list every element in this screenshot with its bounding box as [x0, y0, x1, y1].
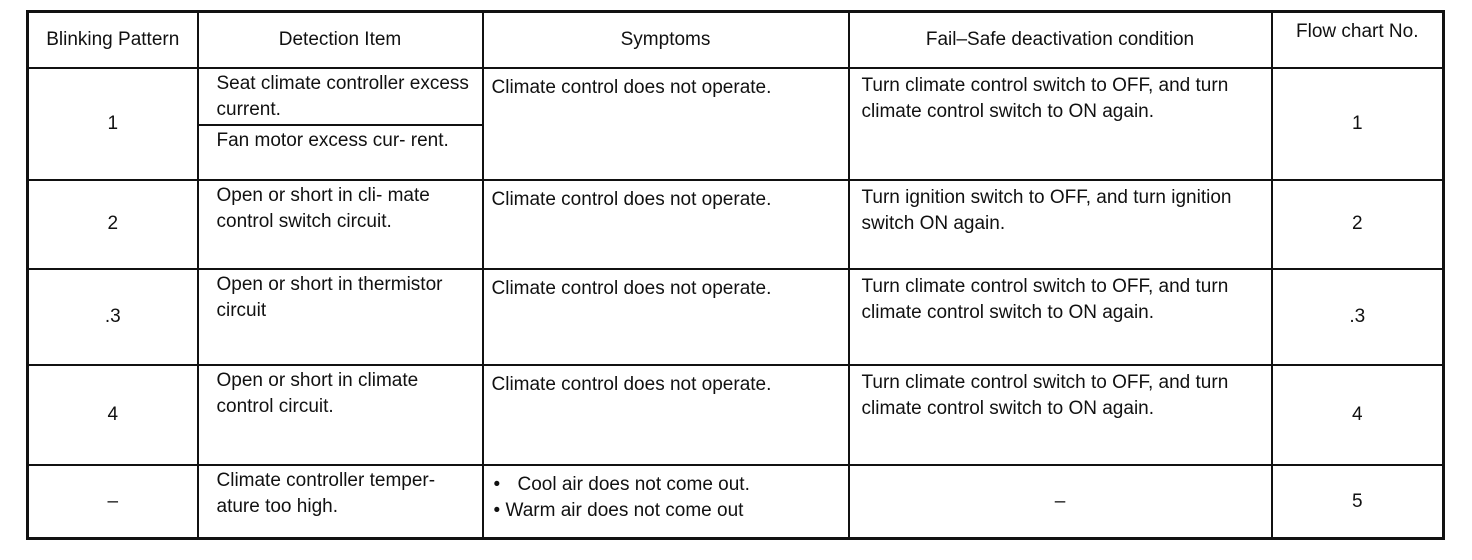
table-row: [28, 180, 1444, 270]
header-symptoms: Symptoms: [483, 12, 849, 68]
fail-safe-cell: Turn climate control switch to OFF, and turn climate control switch to ON again.: [849, 365, 1272, 465]
flow-cell: 1: [1272, 68, 1444, 180]
fail-safe-cell: Turn climate control switch to OFF, and turn climate control switch to ON again.: [849, 269, 1272, 365]
fail-safe-cell: Turn ignition switch to OFF, and turn ignition switch ON again.: [849, 180, 1272, 270]
header-detection-item: Detection Item: [198, 12, 483, 68]
symptom-bullet-item: [492, 472, 842, 498]
header-row: [28, 12, 1444, 68]
detection-cell: Open or short in thermistor circuit: [198, 269, 483, 365]
header-fail-safe: Fail–Safe deactivation condition: [849, 12, 1272, 68]
symptom-cell: Climate control does not operate.: [483, 68, 849, 180]
detection-cell: Open or short in climate control circuit.: [198, 365, 483, 465]
header-flow-chart: Flow chart No.: [1272, 12, 1444, 68]
flow-cell: .3: [1272, 269, 1444, 365]
table-row: [28, 365, 1444, 465]
pattern-cell: 1: [28, 68, 198, 180]
table-row: [28, 68, 1444, 125]
header-blinking-pattern: Blinking Pattern: [28, 12, 198, 68]
pattern-cell: .3: [28, 269, 198, 365]
table-row: [28, 269, 1444, 365]
table-row: [28, 465, 1444, 538]
symptom-bullet-item: [492, 498, 842, 524]
flow-cell: 2: [1272, 180, 1444, 270]
detection-cell: Climate controller temper- ature too high.: [198, 465, 483, 538]
flow-cell: 4: [1272, 365, 1444, 465]
symptom-cell: Climate control does not operate.: [483, 365, 849, 465]
detection-cell: Open or short in cli- mate control switch circuit.: [198, 180, 483, 270]
detection-cell: Fan motor excess cur- rent.: [198, 125, 483, 180]
diagnosis-table: [26, 10, 1445, 540]
pattern-cell: –: [28, 465, 198, 538]
symptom-cell: Climate control does not operate.: [483, 269, 849, 365]
flow-cell: 5: [1272, 465, 1444, 538]
pattern-cell: 4: [28, 365, 198, 465]
symptom-bullet-text: Warm air does not come out: [505, 500, 744, 522]
bullet-icon: •: [493, 500, 501, 522]
symptom-bullet-text: Cool air does not come out.: [517, 474, 750, 496]
pattern-cell: 2: [28, 180, 198, 270]
symptom-cell: Climate control does not operate.: [483, 180, 849, 270]
bullet-icon: •: [493, 474, 501, 496]
detection-cell: Seat climate controller excess current.: [198, 68, 483, 125]
fail-safe-cell: Turn climate control switch to OFF, and turn climate control switch to ON again.: [849, 68, 1272, 180]
symptom-cell: [483, 465, 849, 538]
fail-safe-cell: –: [849, 465, 1272, 538]
